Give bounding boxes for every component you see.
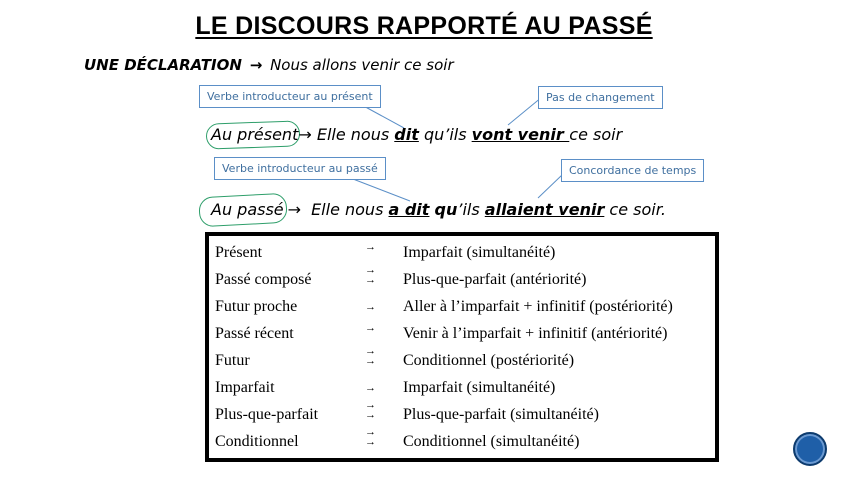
callout-concordance: Concordance de temps — [561, 159, 704, 182]
callout-past-intro: Verbe introducteur au passé — [214, 157, 386, 180]
connector-concordance — [538, 175, 562, 198]
right-arrow-icon: → — [249, 56, 263, 74]
present-prefix: Au présent — [211, 125, 299, 144]
callout-present-intro: Verbe introducteur au présent — [199, 85, 381, 108]
tense-from: Futur proche — [215, 298, 298, 315]
verb-dit: dit — [394, 125, 419, 144]
tense-to: Imparfait (simultanéité) — [403, 244, 556, 261]
verb-vont-venir: vont venir — [471, 125, 570, 144]
tense-to: Plus-que-parfait (antériorité) — [403, 271, 587, 288]
qu-bold: qu — [434, 200, 458, 219]
past-sentence — [211, 200, 666, 219]
arrow-icon: → → — [365, 345, 376, 367]
sentence-part: Elle nous — [311, 125, 395, 144]
tense-from: Conditionnel — [215, 433, 299, 450]
tense-to: Plus-que-parfait (simultanéité) — [403, 406, 599, 423]
arrow-icon: → — [365, 322, 376, 334]
tense-from: Présent — [215, 244, 263, 261]
verb-a-dit: a dit — [388, 200, 430, 219]
tense-from: Futur — [215, 352, 250, 369]
tense-from: Plus-que-parfait — [215, 406, 319, 423]
right-arrow-icon: → — [287, 200, 302, 219]
present-sentence — [211, 125, 622, 144]
arrow-icon: → — [365, 241, 376, 253]
arrow-icon: → → — [365, 264, 376, 286]
right-arrow-icon: → — [298, 125, 312, 144]
tense-to: Conditionnel (simultanéité) — [403, 433, 580, 450]
past-prefix: Au passé — [211, 200, 284, 219]
tense-from: Passé composé — [215, 271, 312, 288]
sentence-part: ce soir. — [604, 200, 666, 219]
tense-concordance-table — [205, 232, 719, 462]
sentence-part: ce soir — [569, 125, 623, 144]
arrow-icon: → → — [365, 426, 376, 448]
sentence-part: qu’ils — [418, 125, 472, 144]
declaration-text: Nous allons venir ce soir — [270, 56, 454, 74]
tense-to: Imparfait (simultanéité) — [403, 379, 556, 396]
verb-allaient-venir: allaient venir — [484, 200, 605, 219]
declaration-label: UNE DÉCLARATION — [84, 56, 242, 74]
arrow-icon: → → — [365, 399, 376, 421]
slide-title: LE DISCOURS RAPPORTÉ AU PASSÉ — [195, 12, 653, 40]
sentence-part: Elle nous — [311, 200, 389, 219]
tense-from: Passé récent — [215, 325, 294, 342]
arrow-icon: → — [365, 382, 376, 394]
tense-to: Conditionnel (postériorité) — [403, 352, 575, 369]
callout-no-change: Pas de changement — [538, 86, 663, 109]
tense-to: Venir à l’imparfait + infinitif (antériorité) — [403, 325, 668, 342]
connector-no-change — [508, 97, 542, 125]
tense-from: Imparfait — [215, 379, 275, 396]
arrow-icon: → — [365, 301, 376, 313]
slide-nav-button[interactable] — [793, 432, 827, 466]
tense-to: Aller à l’imparfait + infinitif (postériorité) — [403, 298, 673, 315]
sentence-part: ’ils — [457, 200, 485, 219]
